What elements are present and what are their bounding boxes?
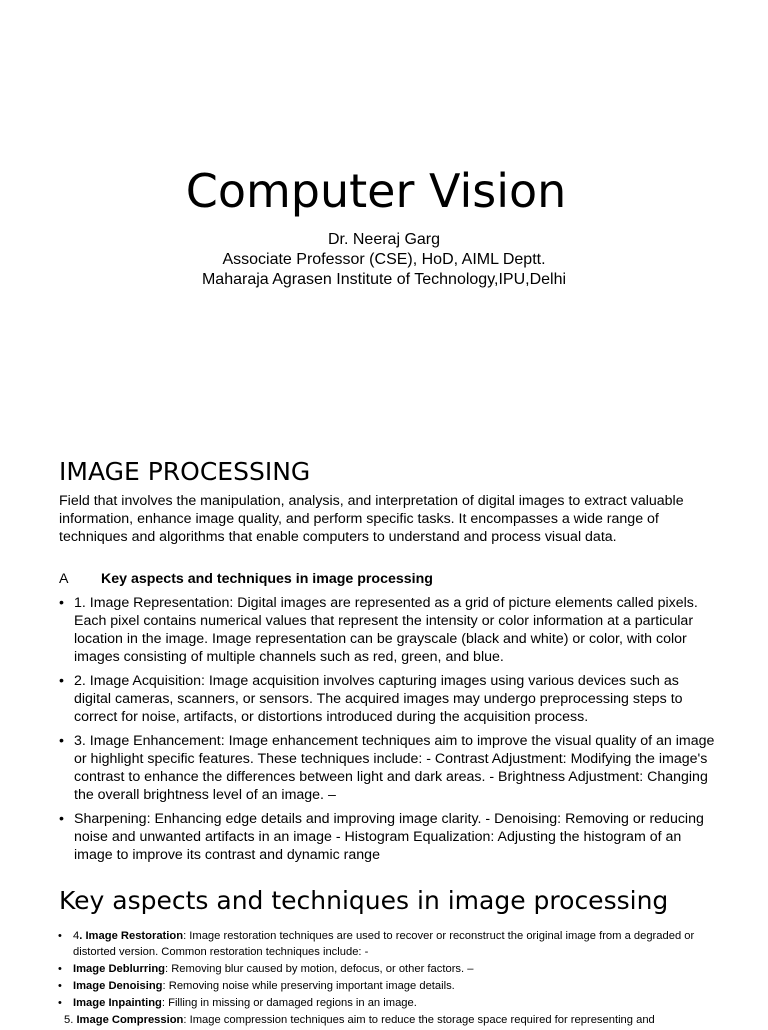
bullet-icon: •	[58, 930, 62, 942]
item-term: Image Compression	[76, 1013, 184, 1026]
author-position: Associate Professor (CSE), HoD, AIML Deptt.	[222, 251, 546, 268]
title-slide	[0, 0, 768, 440]
list-item	[58, 979, 738, 995]
subheading-letter: A	[59, 571, 69, 587]
item-number: 4	[73, 930, 80, 942]
list-item	[59, 732, 719, 804]
item-text: : Removing blur caused by motion, defocus, or other factors. –	[165, 962, 474, 975]
list-item	[58, 996, 738, 1012]
list-item-text: 2. Image Acquisition: Image acquisition involves capturing images using various devices such as digital cameras, scanners, or sensors. The acquired images may undergo preprocessing steps to correct for noise, artifacts, or distortions introduced during the acquisition process.	[74, 673, 683, 725]
item-text: : Filling in missing or damaged regions in an image.	[161, 996, 417, 1009]
item-term: Image Deblurring	[73, 962, 166, 975]
author-block	[0, 230, 768, 290]
list-item	[59, 810, 719, 864]
bullet-icon: •	[59, 595, 64, 611]
item-term: Image Denoising	[73, 979, 163, 992]
author-name: Dr. Neeraj Garg	[327, 231, 441, 248]
list-item	[58, 962, 738, 978]
list-item-text: 3. Image Enhancement: Image enhancement techniques aim to improve the visual quality of an image or highlight specific features. These techniques include: - Contrast Adjustment: Modifying the image's contrast to enhance the differences between light and dark areas. - Brightness Adjustment: Changing the overall brightness level of an image. –	[74, 733, 715, 803]
author-institute: Maharaja Agrasen Institute of Technology,IPU,Delhi	[201, 271, 567, 288]
list-item	[58, 929, 738, 960]
bullet-icon: •	[58, 979, 62, 992]
image-processing-heading: IMAGE PROCESSING	[59, 457, 311, 486]
key-aspects-list	[59, 594, 719, 870]
item-text: : Image restoration techniques are used to recover or reconstruct the original image from a degraded or distorted version. Common restoration techniques include: -	[73, 930, 695, 958]
subheading-text: Key aspects and techniques in image processing	[101, 571, 433, 587]
list-item	[59, 672, 719, 726]
page-title: Computer Vision	[185, 164, 567, 218]
key-aspects-heading: Key aspects and techniques in image processing	[59, 886, 669, 915]
item-number: 5.	[64, 1013, 74, 1026]
bullet-icon: •	[58, 962, 62, 975]
list-item	[58, 1013, 738, 1029]
bullet-icon: •	[59, 673, 64, 689]
key-aspects-subheading	[59, 570, 719, 588]
bullet-icon: •	[59, 811, 64, 827]
list-item-text: 1. Image Representation: Digital images are represented as a grid of picture elements called pixels. Each pixel contains numerical values that represent the intensity or color information at a particular location in the image. Image representation can be grayscale (black and white) or color, with color images consisting of multiple channels such as red, green, and blue.	[74, 595, 698, 665]
list-item	[59, 594, 719, 666]
restoration-list	[58, 929, 738, 1030]
item-number-dot: .	[79, 930, 83, 942]
bullet-icon: •	[59, 733, 64, 749]
item-term: Image Inpainting	[73, 996, 162, 1009]
list-item-text: Sharpening: Enhancing edge details and improving image clarity. - Denoising: Removing or reducing noise and unwanted artifacts in an image - Histogram Equalization: Adjusting the histogram of an image to improve its contrast and dynamic range	[74, 811, 704, 863]
bullet-icon: •	[58, 996, 62, 1009]
item-text: : Image compression techniques aim to reduce the storage space required for representing and	[183, 1013, 655, 1026]
item-text: : Removing noise while preserving important image details.	[162, 979, 455, 992]
intro-paragraph: Field that involves the manipulation, analysis, and interpretation of digital images to extract valuable information, enhance image quality, and perform specific tasks. It encompasses a wide range of techniques and algorithms that enable computers to understand and process visual data.	[59, 493, 684, 545]
item-term: Image Restoration	[85, 930, 184, 942]
